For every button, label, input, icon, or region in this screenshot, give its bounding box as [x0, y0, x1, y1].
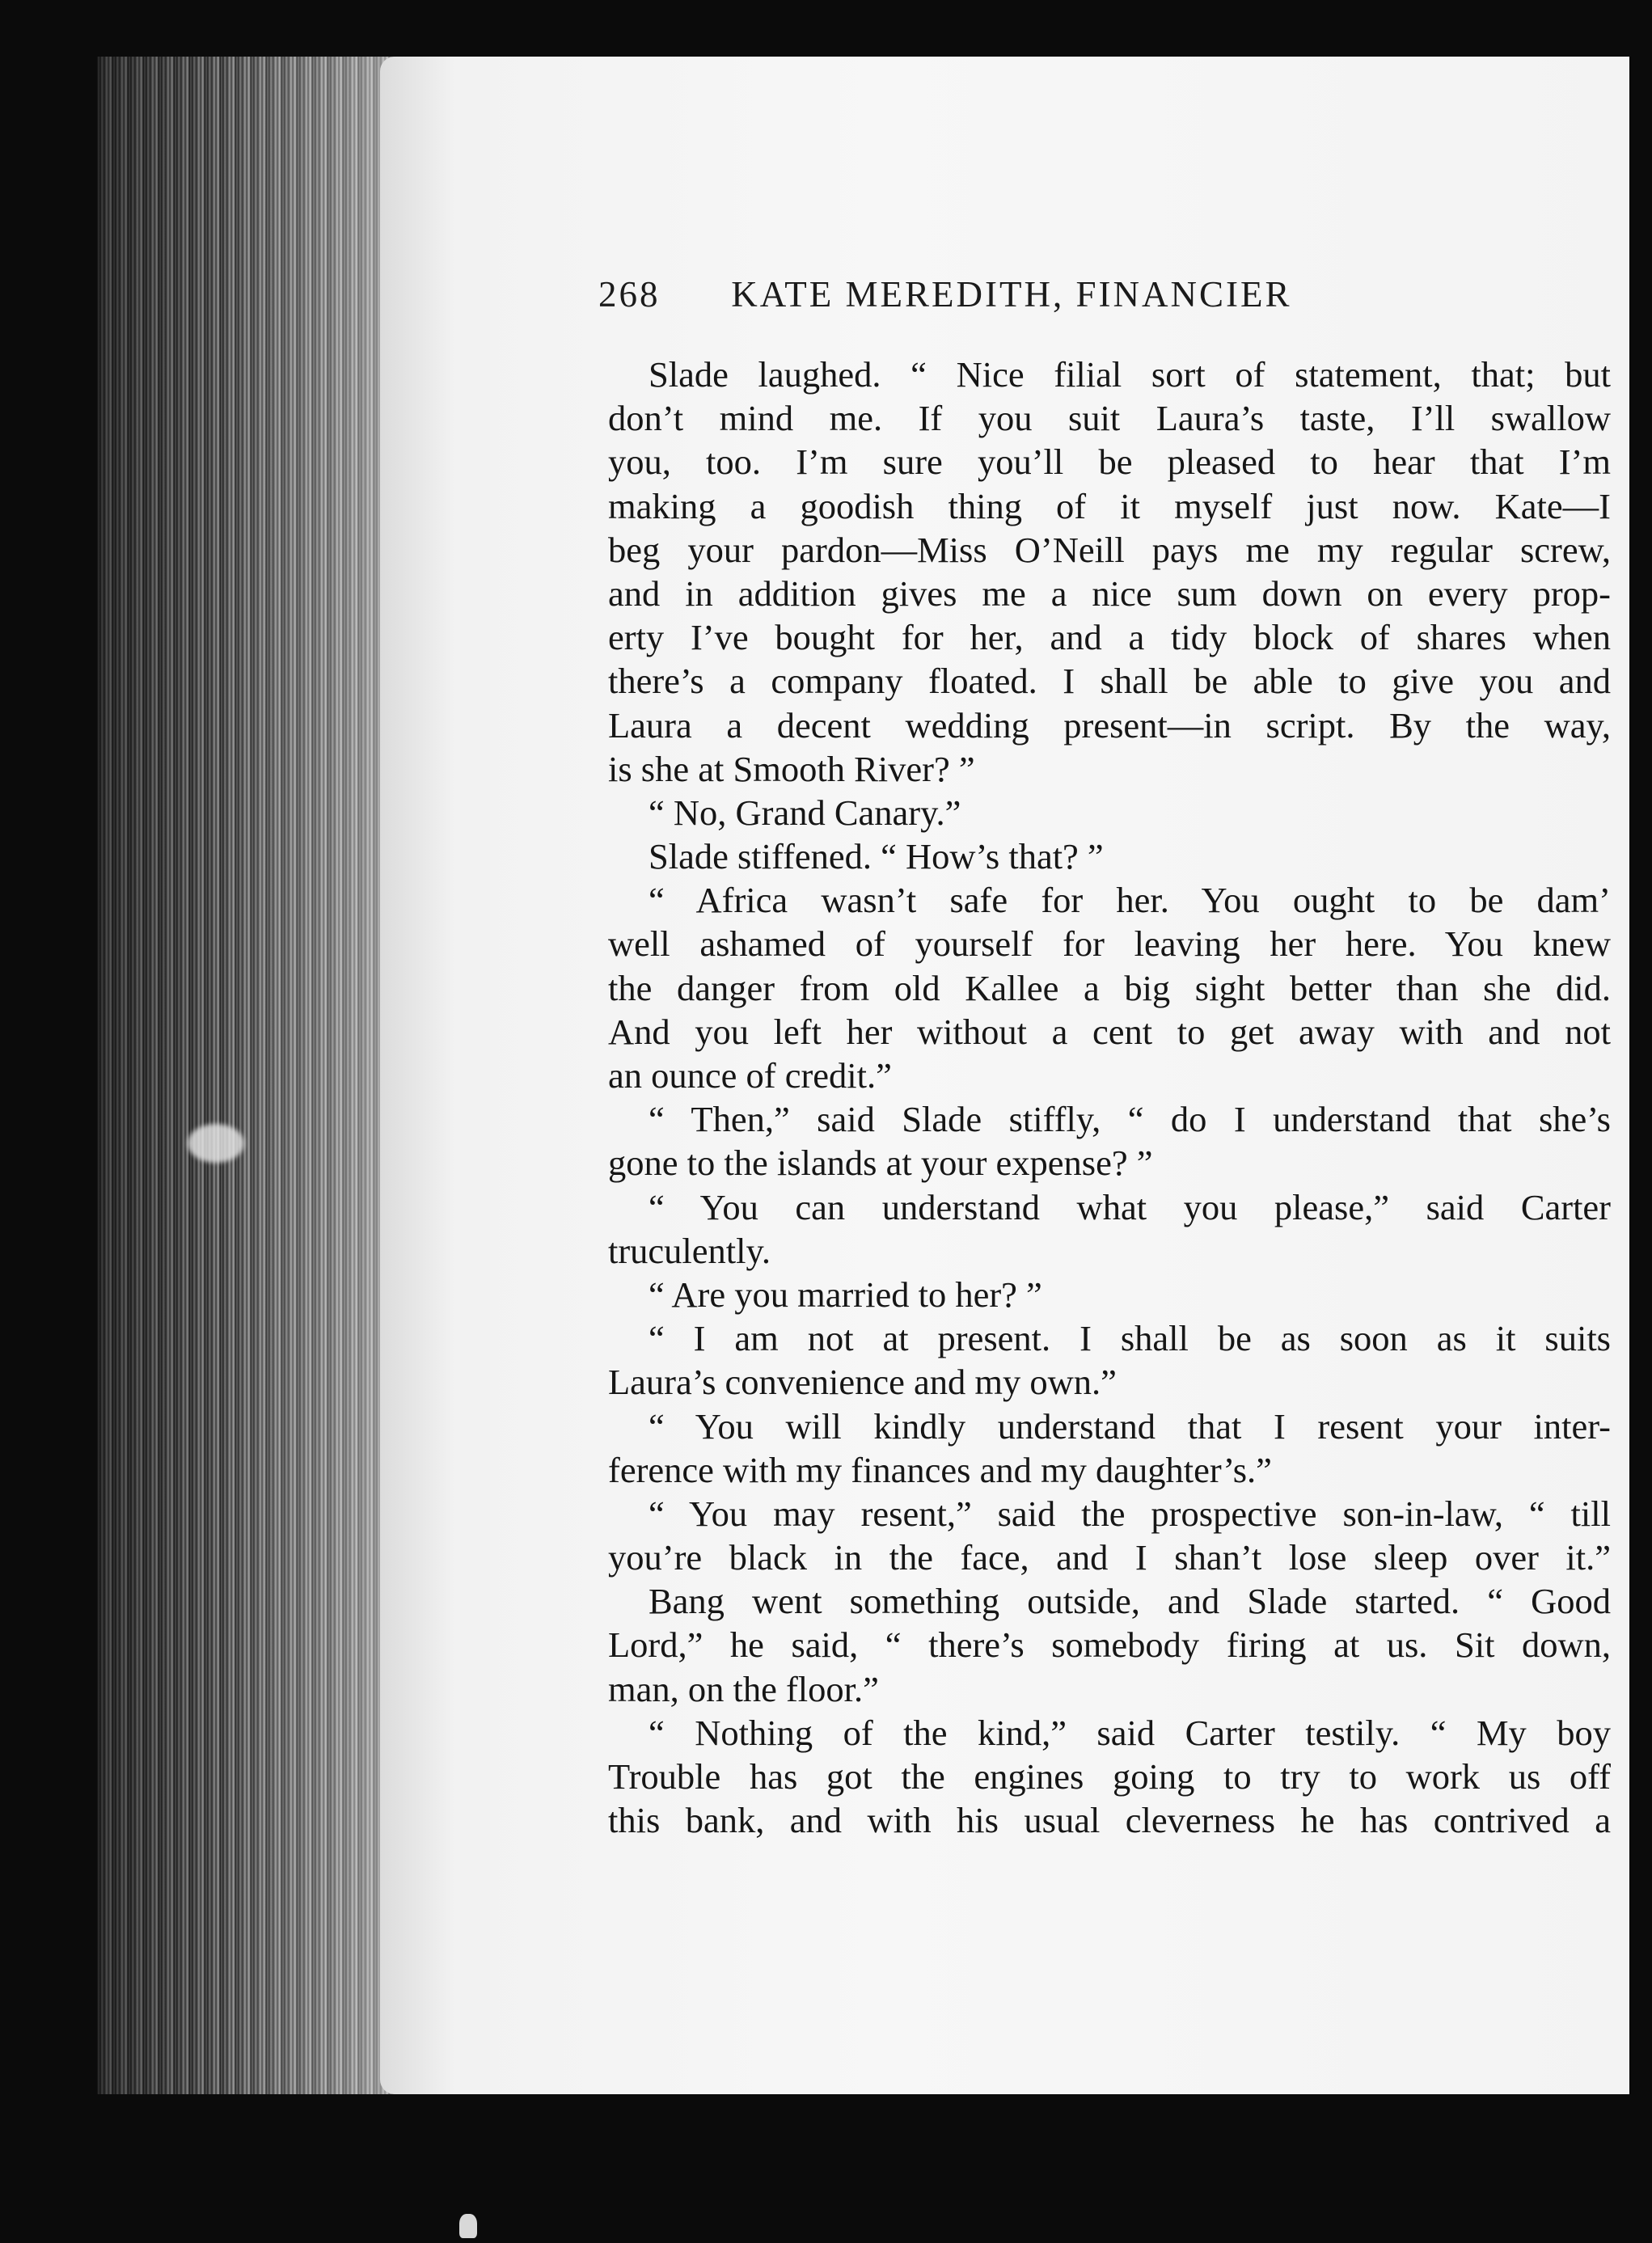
- text-line: you’re black in the face, and I shan’t lose sleep over it.”: [608, 1537, 1611, 1578]
- text-line: And you left her without a cent to get away with and not: [608, 1011, 1611, 1052]
- text-line: Laura’s convenience and my own.”: [608, 1362, 1117, 1403]
- text-line: “ You will kindly understand that I resent your inter-: [649, 1405, 1611, 1447]
- text-line: don’t mind me. If you suit Laura’s taste, I’ll swallow: [608, 398, 1611, 439]
- text-line: Slade laughed. “ Nice filial sort of statement, that; but: [649, 354, 1611, 395]
- text-line: beg your pardon—Miss O’Neill pays me my regular screw,: [608, 529, 1611, 570]
- text-line: man, on the floor.”: [608, 1668, 879, 1709]
- text-line: Lord,” he said, “ there’s somebody firing at us. Sit down,: [608, 1624, 1611, 1666]
- text-line: well ashamed of yourself for leaving her here. You knew: [608, 923, 1611, 965]
- text-line: “ No, Grand Canary.”: [649, 792, 961, 833]
- text-line: “ Nothing of the kind,” said Carter testily. “ My boy: [649, 1712, 1611, 1753]
- scan-artifact: [188, 1124, 244, 1163]
- text-line: erty I’ve bought for her, and a tidy block of shares when: [608, 617, 1611, 658]
- text-line: Laura a decent wedding present—in script. By the way,: [608, 704, 1611, 746]
- text-line: ference with my finances and my daughter’s.”: [608, 1449, 1272, 1490]
- text-line: truculently.: [608, 1230, 771, 1271]
- book-page-edges: [97, 57, 404, 2094]
- text-line: “ Then,” said Slade stiffly, “ do I understand that she’s: [649, 1099, 1611, 1140]
- page-number: 268: [598, 274, 661, 315]
- text-line: this bank, and with his usual cleverness he has contrived a: [608, 1800, 1611, 1841]
- text-line: Slade stiffened. “ How’s that? ”: [649, 836, 1104, 877]
- text-line: there’s a company floated. I shall be able to give you and: [608, 661, 1611, 702]
- text-line: “ Are you married to her? ”: [649, 1274, 1042, 1315]
- text-line: “ I am not at present. I shall be as soon as it suits: [649, 1318, 1611, 1359]
- text-line: gone to the islands at your expense? ”: [608, 1143, 1153, 1184]
- scan-artifact: [459, 2214, 477, 2238]
- text-line: the danger from old Kallee a big sight better than she did.: [608, 967, 1611, 1008]
- text-line: Bang went something outside, and Slade started. “ Good: [649, 1581, 1611, 1622]
- body-text: [608, 353, 1611, 1842]
- text-line: and in addition gives me a nice sum down on every prop-: [608, 572, 1611, 614]
- text-line: an ounce of credit.”: [608, 1055, 892, 1096]
- text-line: making a goodish thing of it myself just now. Kate—I: [608, 485, 1611, 526]
- text-line: is she at Smooth River? ”: [608, 748, 975, 789]
- text-line: “ You can understand what you please,” said Carter: [649, 1186, 1611, 1227]
- running-head: [598, 273, 1641, 315]
- text-line: “ Africa wasn’t safe for her. You ought to be dam’: [649, 880, 1611, 921]
- text-line: “ You may resent,” said the prospective son-in-law, “ till: [649, 1493, 1611, 1534]
- running-title: KATE MEREDITH, FINANCIER: [731, 274, 1292, 315]
- text-line: you, too. I’m sure you’ll be pleased to hear that I’m: [608, 441, 1611, 483]
- text-line: Trouble has got the engines going to try to work us off: [608, 1756, 1611, 1797]
